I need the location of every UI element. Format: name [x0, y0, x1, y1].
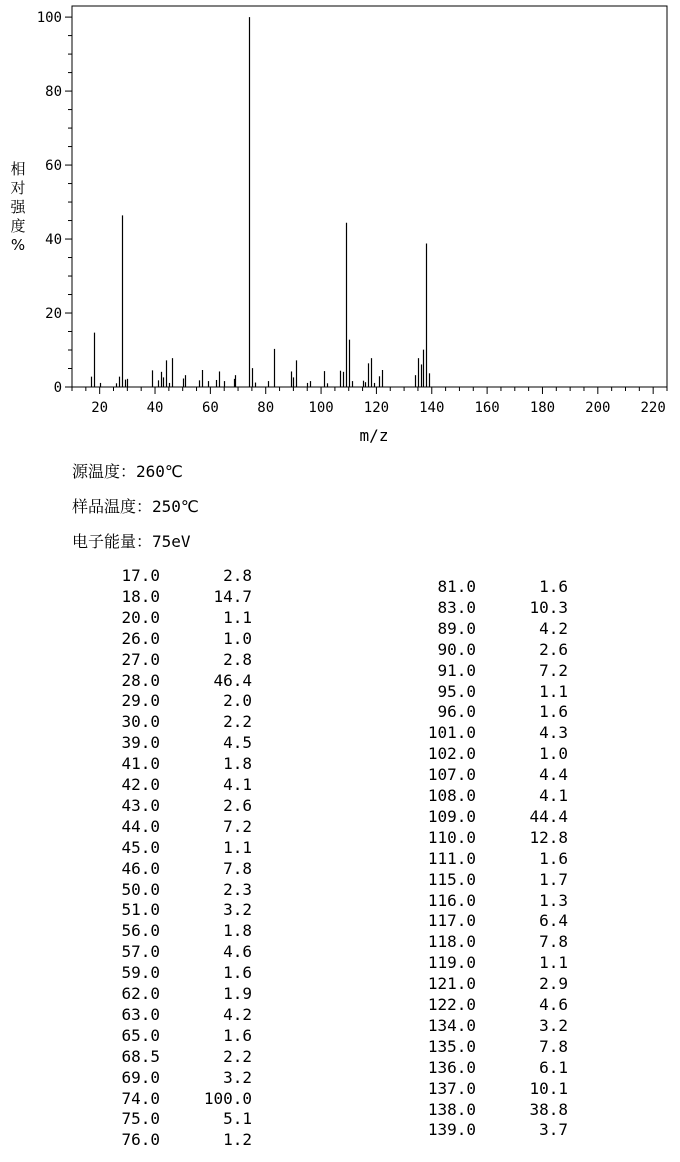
mz-value: 56.0 — [121, 921, 160, 941]
y-axis-label — [9, 160, 27, 255]
relative-abundance: 7.2 — [539, 660, 568, 680]
mz-value: 116.0 — [427, 890, 476, 910]
y-axis-label-char: % — [10, 236, 26, 254]
x-tick-label: 20 — [91, 400, 109, 416]
mz-value: 95.0 — [437, 681, 476, 701]
mz-value: 26.0 — [121, 628, 160, 648]
relative-abundance: 1.6 — [539, 577, 568, 596]
mz-value: 121.0 — [427, 974, 476, 994]
relative-abundance: 1.2 — [223, 1130, 252, 1150]
mz-value: 118.0 — [427, 932, 476, 952]
mz-value: 89.0 — [437, 618, 476, 638]
plot-border — [72, 6, 667, 387]
relative-abundance: 7.8 — [223, 858, 252, 878]
mz-value: 59.0 — [121, 963, 160, 983]
peak-table-right — [416, 577, 591, 1152]
relative-abundance: 2.6 — [223, 795, 252, 815]
mz-value: 42.0 — [121, 775, 160, 794]
relative-abundance: 100.0 — [203, 1088, 252, 1108]
relative-abundance: 1.6 — [539, 702, 568, 722]
relative-abundance: 1.1 — [539, 681, 568, 701]
relative-abundance: 4.3 — [539, 723, 568, 743]
plot-frame — [72, 6, 667, 387]
x-tick-label: 220 — [640, 400, 666, 416]
relative-abundance: 4.6 — [223, 942, 252, 962]
relative-abundance: 3.2 — [539, 1015, 568, 1035]
mz-value: 28.0 — [121, 670, 160, 690]
source-temperature: 源温度：260℃ — [72, 462, 183, 481]
mz-value: 17.0 — [121, 566, 160, 585]
mz-value: 51.0 — [121, 900, 160, 920]
mz-value: 136.0 — [427, 1057, 476, 1077]
relative-abundance: 4.1 — [223, 775, 252, 794]
y-axis-label-char: 对 — [10, 179, 26, 197]
relative-abundance: 1.8 — [223, 754, 252, 774]
mz-value: 62.0 — [121, 984, 160, 1003]
mz-value: 81.0 — [437, 577, 476, 596]
peak-table-left — [100, 566, 275, 1156]
mz-value: 57.0 — [121, 942, 160, 962]
relative-abundance: 6.4 — [539, 911, 568, 931]
relative-abundance: 1.1 — [539, 953, 568, 973]
relative-abundance: 3.2 — [223, 1067, 252, 1087]
relative-abundance: 1.8 — [223, 921, 252, 941]
mz-value: 68.5 — [121, 1046, 160, 1066]
relative-abundance: 5.1 — [223, 1109, 252, 1129]
relative-abundance: 46.4 — [213, 670, 252, 690]
x-tick-label: 60 — [201, 400, 219, 416]
relative-abundance: 1.3 — [539, 890, 568, 910]
relative-abundance: 44.4 — [529, 806, 568, 826]
mz-value: 122.0 — [427, 995, 476, 1014]
relative-abundance: 6.1 — [539, 1057, 568, 1077]
mz-value: 117.0 — [427, 911, 476, 931]
mz-value: 43.0 — [121, 795, 160, 815]
y-tick-label: 0 — [53, 380, 62, 396]
mz-value: 135.0 — [427, 1036, 476, 1056]
relative-abundance: 2.2 — [223, 1046, 252, 1066]
x-axis-label: m/z — [359, 426, 389, 445]
y-axis-label-char: 相 — [10, 160, 26, 178]
relative-abundance: 1.0 — [539, 744, 568, 764]
mz-value: 115.0 — [427, 869, 476, 889]
y-tick-label: 60 — [45, 158, 62, 175]
relative-abundance: 4.1 — [539, 786, 568, 805]
mz-value: 110.0 — [427, 827, 476, 847]
relative-abundance: 1.6 — [223, 1025, 252, 1045]
relative-abundance: 38.8 — [529, 1099, 568, 1119]
mz-value: 50.0 — [121, 879, 160, 899]
mz-value: 65.0 — [121, 1025, 160, 1045]
relative-abundance: 1.1 — [223, 837, 252, 857]
relative-abundance: 4.2 — [539, 618, 568, 638]
mz-value: 108.0 — [427, 786, 476, 805]
y-tick-label: 40 — [45, 232, 62, 249]
relative-abundance: 3.2 — [223, 900, 252, 920]
mz-value: 137.0 — [427, 1078, 476, 1098]
mz-value: 139.0 — [427, 1120, 476, 1140]
relative-abundance: 2.8 — [223, 566, 252, 585]
x-tick-label: 80 — [257, 400, 275, 416]
relative-abundance: 2.0 — [223, 691, 252, 711]
mz-value: 75.0 — [121, 1109, 160, 1129]
y-tick-label: 100 — [36, 10, 62, 27]
relative-abundance: 4.6 — [539, 995, 568, 1014]
relative-abundance: 14.7 — [213, 586, 252, 606]
relative-abundance: 2.2 — [223, 712, 252, 732]
mz-value: 76.0 — [121, 1130, 160, 1150]
mz-value: 29.0 — [121, 691, 160, 711]
mz-value: 45.0 — [121, 837, 160, 857]
x-tick-label: 180 — [529, 400, 556, 416]
mz-value: 134.0 — [427, 1015, 476, 1035]
x-tick-label: 100 — [308, 400, 334, 416]
mass-spectrum-chart — [0, 0, 680, 450]
mz-value: 41.0 — [121, 754, 160, 774]
sample-temperature: 样品温度：250℃ — [72, 497, 199, 516]
mz-value: 39.0 — [121, 733, 160, 753]
mz-value: 107.0 — [427, 765, 476, 785]
mz-value: 27.0 — [121, 649, 160, 669]
relative-abundance: 1.0 — [223, 628, 252, 648]
mz-value: 91.0 — [437, 660, 476, 680]
mz-value: 69.0 — [121, 1067, 160, 1087]
relative-abundance: 1.6 — [223, 963, 252, 983]
mz-value: 18.0 — [121, 586, 160, 606]
relative-abundance: 2.9 — [539, 974, 568, 994]
chart-axes — [37, 10, 667, 416]
mz-value: 102.0 — [427, 744, 476, 764]
x-tick-label: 200 — [585, 400, 611, 416]
y-tick-label: 20 — [45, 306, 62, 323]
mz-value: 44.0 — [121, 816, 160, 836]
relative-abundance: 7.8 — [539, 1036, 568, 1056]
mz-value: 138.0 — [427, 1099, 476, 1119]
relative-abundance: 4.5 — [223, 733, 252, 753]
relative-abundance: 1.6 — [539, 848, 568, 868]
relative-abundance: 7.2 — [223, 816, 252, 836]
y-tick-label: 80 — [45, 84, 62, 101]
relative-abundance: 4.4 — [539, 765, 568, 785]
x-tick-label: 120 — [363, 400, 390, 416]
relative-abundance: 7.8 — [539, 932, 568, 952]
relative-abundance: 12.8 — [529, 827, 568, 847]
relative-abundance: 1.9 — [223, 984, 252, 1003]
mz-value: 74.0 — [121, 1088, 160, 1108]
mz-value: 101.0 — [427, 723, 476, 743]
relative-abundance: 2.3 — [223, 879, 252, 899]
relative-abundance: 3.7 — [539, 1120, 568, 1140]
relative-abundance: 1.7 — [539, 869, 568, 889]
mz-value: 111.0 — [427, 848, 476, 868]
mz-value: 20.0 — [121, 607, 160, 627]
x-tick-label: 40 — [146, 400, 164, 416]
mz-value: 109.0 — [427, 806, 476, 826]
mz-value: 90.0 — [437, 639, 476, 659]
spectrum-bars — [92, 17, 430, 387]
mz-value: 30.0 — [121, 712, 160, 732]
y-axis-label-char: 强 — [10, 198, 26, 216]
relative-abundance: 1.1 — [223, 607, 252, 627]
x-tick-label: 160 — [474, 400, 500, 416]
relative-abundance: 2.8 — [223, 649, 252, 669]
relative-abundance: 2.6 — [539, 639, 568, 659]
mz-value: 83.0 — [437, 597, 476, 617]
electron-energy: 电子能量：75eV — [72, 532, 191, 551]
mz-value: 96.0 — [437, 702, 476, 722]
mz-value: 63.0 — [121, 1004, 160, 1024]
mz-value: 46.0 — [121, 858, 160, 878]
mz-value: 119.0 — [427, 953, 476, 973]
y-axis-label-char: 度 — [10, 217, 26, 235]
relative-abundance: 10.1 — [529, 1078, 568, 1098]
relative-abundance: 10.3 — [529, 597, 568, 617]
x-tick-label: 140 — [419, 400, 445, 416]
relative-abundance: 4.2 — [223, 1004, 252, 1024]
